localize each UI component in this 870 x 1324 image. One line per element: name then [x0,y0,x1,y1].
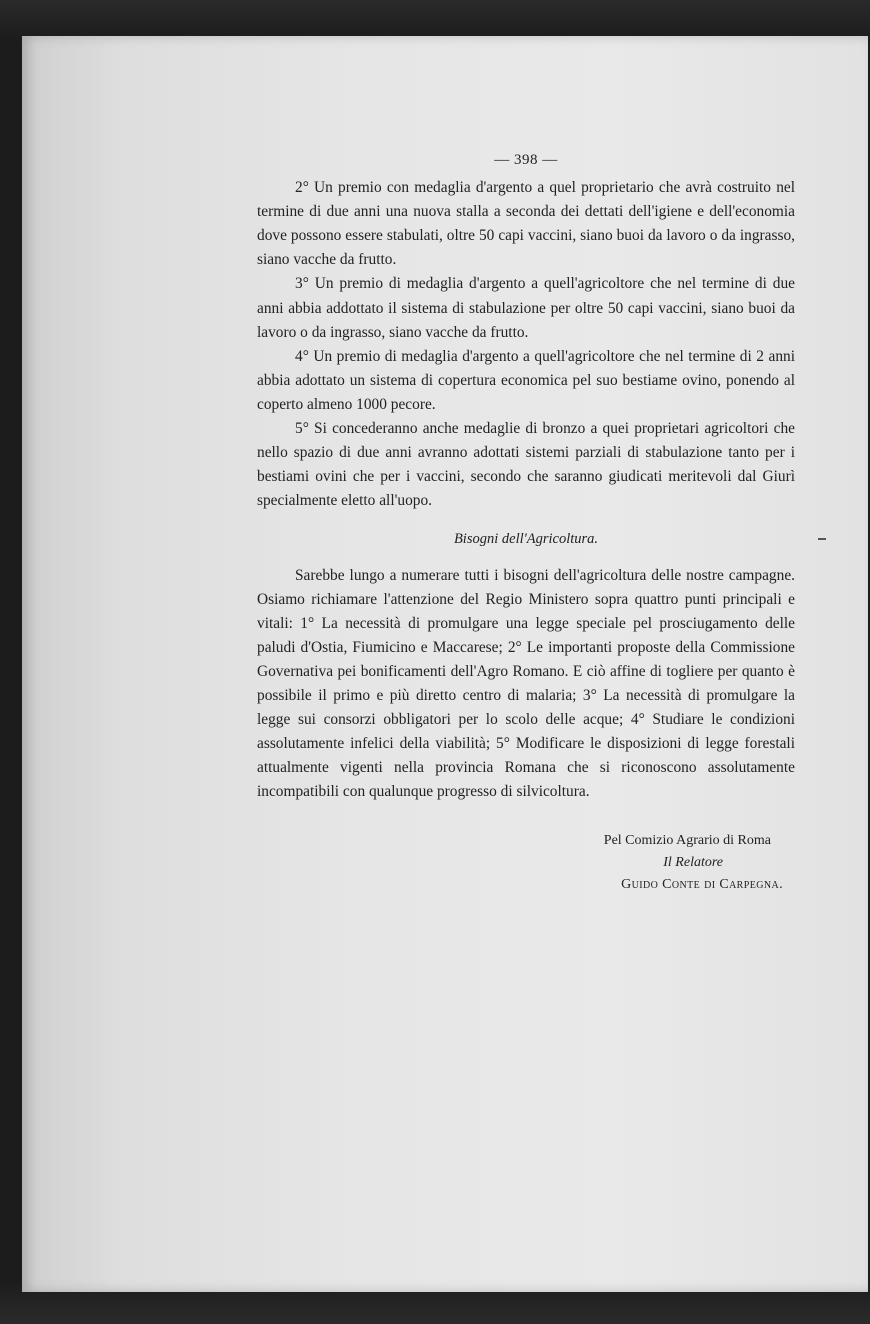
paragraph-premio-2: 2° Un premio con medaglia d'argento a quel proprietario che avrà costruito nel termine di due anni una nuova stalla a seconda dei dettati dell'igiene e dell'economia dove possono essere stabulati, oltre 50 capi vaccini, siano buoi da lavoro o da ingrasso, siano vacche da frutto. [257,179,795,269]
paragraph-premio-3: 3° Un premio di medaglia d'argento a quell'agricoltore che nel termine di due anni abbia addottato il sistema di stabulazione per oltre 50 capi vaccini, siano buoi da lavoro o da ingrasso, siano vacche da frutto. [257,275,795,341]
paragraph-premio-5: 5° Si concederanno anche medaglie di bronzo a quei proprietari agricoltori che nello spazio di due anni avranno adottati sistemi parziali di stabulazione tanto per i bestiami ovini che per i vaccini, secondo che saranno giudicati meritevoli dal Giurì specialmente eletto all'uopo. [257,420,795,510]
page-number: — 398 — [494,152,558,168]
signature-title: Il Relatore [663,855,723,871]
paragraph-premio-4: 4° Un premio di medaglia d'argento a quell'agricoltore che nel termine di 2 anni abbia adottato un sistema di copertura economica pel suo bestiame ovino, ponendo al coperto almeno 1000 pecore. [257,347,795,413]
section-heading: Bisogni dell'Agricoltura. [453,531,599,548]
paragraph-bisogni: Sarebbe lungo a numerare tutti i bisogni dell'agricoltura delle nostre campagne. Osiamo richiamare l'attenzione del Regio Ministero sopra quattro punti principali e vitali: 1° La necessità di promulgare una legge speciale pel prosciugamento delle paludi d'Ostia, Fiumicino e Maccarese; 2° Le importanti proposte della Commissione Governativa pei bonificamenti dell'Agro Romano. E ciò affine di togliere per quanto è possibile il primo e più diretto centro di malaria; 3° La necessità di promulgare la legge sui consorzi obbligatori per lo scolo delle acque; 4° Studiare le condizioni assolutamente infelici della viabilità; 5° Modificare le disposizioni di legge forestali attualmente vigenti nella provincia Romana che si riconoscono assolutamente incompatibili con qualunque progresso di silvicoltura. [257,566,795,801]
signature-organization: Pel Comizio Agrario di Roma [603,833,771,849]
scan-mark [818,538,826,540]
signature-name: Guido Conte di Carpegna. [621,877,783,893]
signature-block [257,830,795,896]
text-column [257,148,795,896]
